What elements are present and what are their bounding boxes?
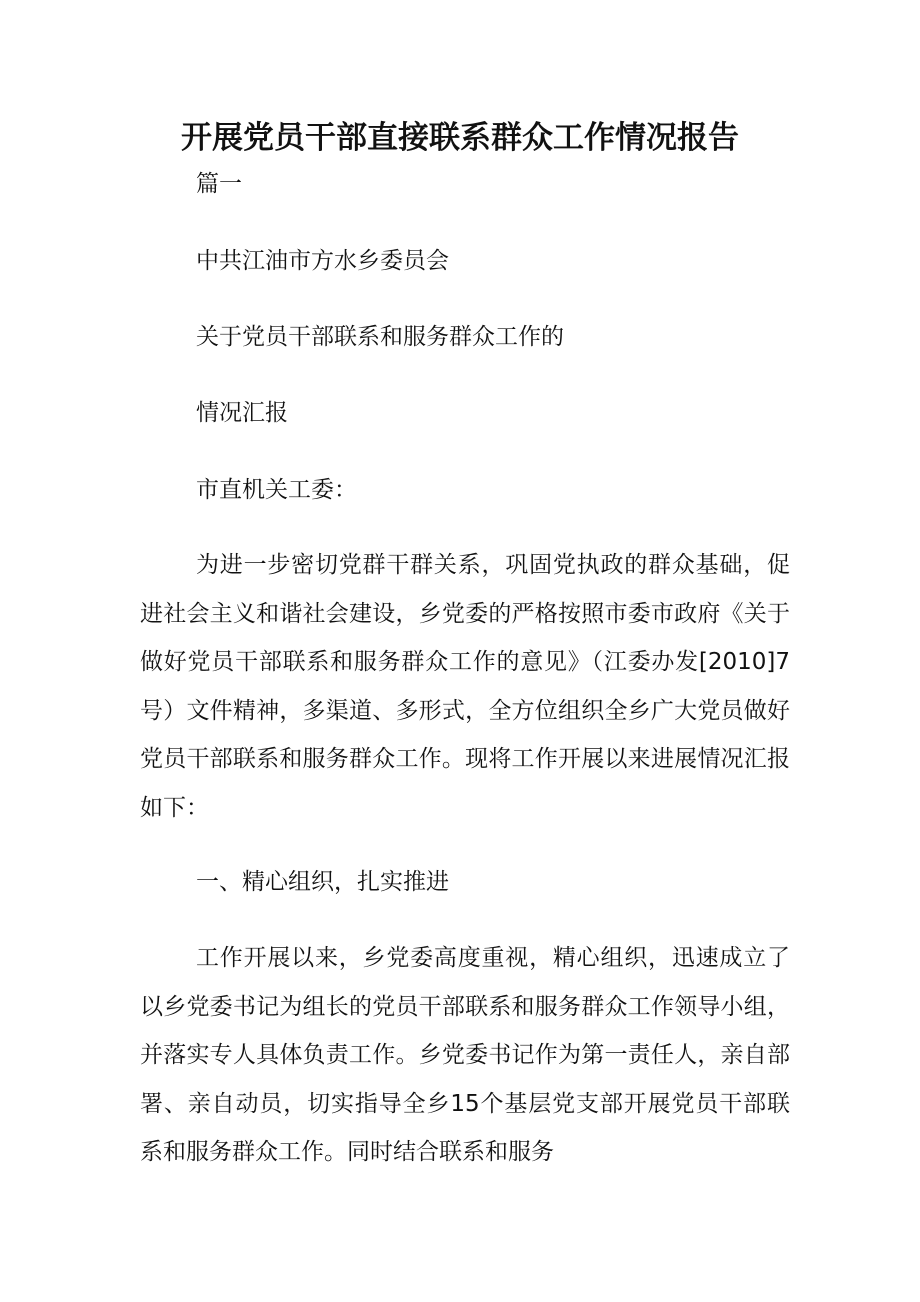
addressee: 市直机关工委： <box>196 477 357 503</box>
report-subject-line-1: 关于党员干部联系和服务群众工作的 <box>196 324 564 350</box>
report-subject-line-2: 情况汇报 <box>196 400 288 426</box>
document-title: 开展党员干部直接联系群众工作情况报告 <box>181 120 739 156</box>
section-label: 篇一 <box>196 171 242 197</box>
body-paragraph-section-1: 工作开展以来，乡党委高度重视，精心组织，迅速成立了以乡党委书记为组长的党员干部联系和服务群众工作领导小组，并落实专人具体负责工作。乡党委书记作为第一责任人，亲自部署、亲自动员，切实指导全乡15个基层党支部开展党员干部联系和服务群众工作。同时结合联系和服务 <box>140 945 790 1166</box>
section-heading-1: 一、精心组织，扎实推进 <box>196 869 449 895</box>
organization-name: 中共江油市方水乡委员会 <box>196 248 449 274</box>
body-paragraph-intro: 为进一步密切党群干群关系，巩固党执政的群众基础，促进社会主义和谐社会建设，乡党委的严格按照市委市政府《关于做好党员干部联系和服务群众工作的意见》（江委办发[2010]7号）文件精神，多渠道、多形式，全方位组织全乡广大党员做好党员干部联系和服务群众工作。现将工作开展以来进展情况汇报如下： <box>140 552 790 821</box>
